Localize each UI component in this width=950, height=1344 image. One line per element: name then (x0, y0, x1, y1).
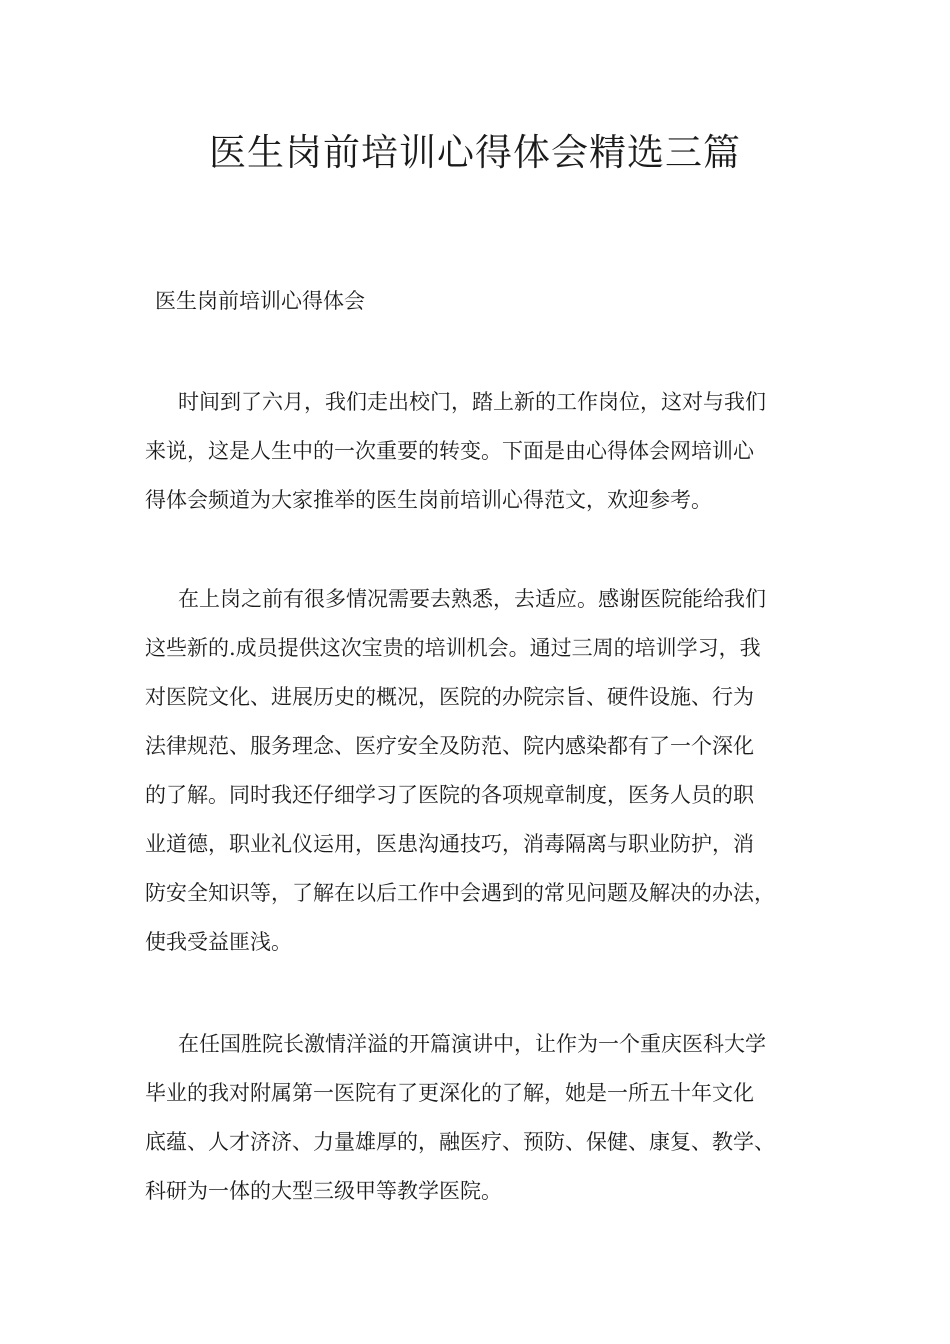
paragraph-line: 科研为一体的大型三级甲等教学医院。 (145, 1179, 502, 1203)
paragraph-line: 这些新的.成员提供这次宝贵的培训机会。通过三周的培训学习，我 (145, 636, 761, 660)
paragraph-line: 得体会频道为大家推举的医生岗前培训心得范文，欢迎参考。 (145, 488, 712, 512)
paragraph-line: 法律规范、服务理念、医疗安全及防范、院内感染都有了一个深化 (145, 734, 754, 758)
paragraph-line: 在任国胜院长激情洋溢的开篇演讲中，让作为一个重庆医科大学 (178, 1032, 766, 1056)
paragraph-line: 底蕴、人才济济、力量雄厚的，融医疗、预防、保健、康复、教学、 (145, 1130, 775, 1154)
paragraph-line: 毕业的我对附属第一医院有了更深化的了解，她是一所五十年文化 (145, 1081, 754, 1105)
paragraph-line: 使我受益匪浅。 (145, 930, 292, 954)
paragraph-1 (145, 378, 825, 525)
paragraph-line: 业道德，职业礼仪运用，医患沟通技巧，消毒隔离与职业防护，消 (145, 832, 754, 856)
paragraph-2 (145, 575, 825, 967)
paragraph-line: 来说，这是人生中的一次重要的转变。下面是由心得体会网培训心 (145, 439, 754, 463)
paragraph-line: 时间到了六月，我们走出校门，踏上新的工作岗位，这对与我们 (178, 390, 766, 414)
document-title: 医生岗前培训心得体会精选三篇 (209, 131, 741, 174)
paragraph-line: 在上岗之前有很多情况需要去熟悉，去适应。感谢医院能给我们 (178, 587, 766, 611)
section-subtitle: 医生岗前培训心得体会 (155, 289, 365, 313)
paragraph-line: 的了解。同时我还仔细学习了医院的各项规章制度，医务人员的职 (145, 783, 754, 807)
paragraph-line: 防安全知识等，了解在以后工作中会遇到的常见问题及解决的办法， (145, 881, 775, 905)
paragraph-line: 对医院文化、进展历史的概况，医院的办院宗旨、硬件设施、行为 (145, 685, 754, 709)
paragraph-3 (145, 1020, 825, 1216)
